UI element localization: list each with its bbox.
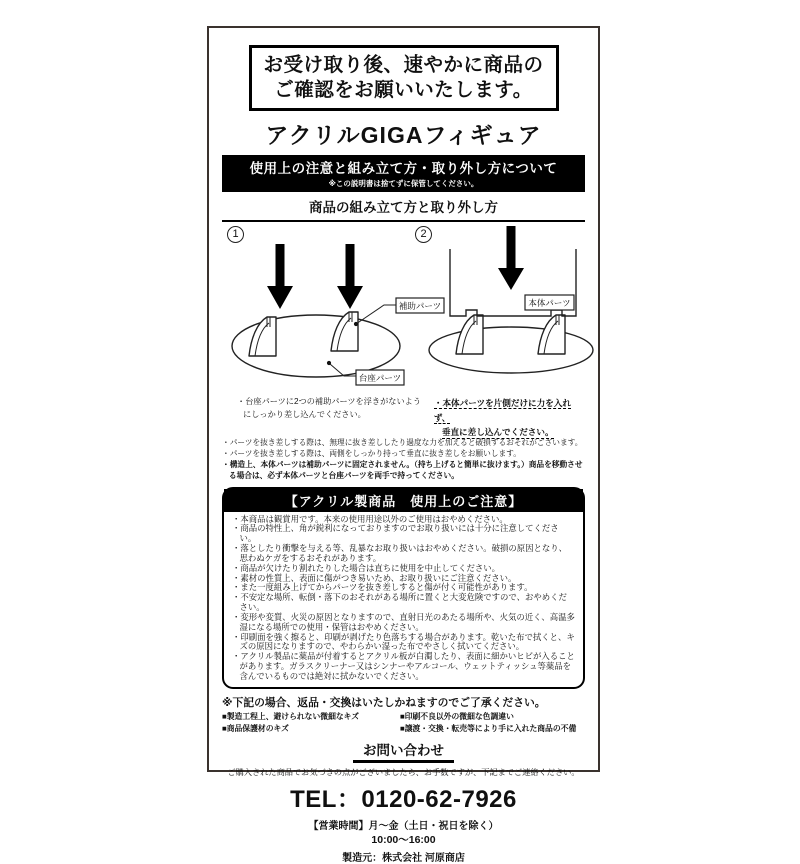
caution-item: ・不安定な場所、転倒・落下のおそれがある場所に置くと大変危険ですので、おやめください。 <box>232 592 567 613</box>
assembly-diagrams <box>222 224 585 396</box>
handling-note: ・パーツを抜き差しする際は、両側をしっかり持って垂直に抜き差しをお願いします。 <box>222 448 521 458</box>
support-part-left-shape-2 <box>456 315 483 354</box>
contact-phone-number: TEL：0120-62-7926 <box>290 785 517 813</box>
caution-item: ・変形や変質、火災の原因となりますので、直射日光のあたる場所や、火気の近く、高温多湿になる場所での使用・保管はおやめください。 <box>232 611 575 632</box>
returns-item: ■製造工程上、避けられない微細なキズ <box>222 711 360 721</box>
caution-item: ・商品の特性上、角が鋭利になっておりますのでお取り扱いには十分に注意してください。 <box>232 523 559 544</box>
base-part-ellipse-2 <box>429 327 593 373</box>
support-part-left-shape <box>249 317 276 356</box>
caution-item: ・商品が欠けたり割れたりした場合は直ちに使用を中止してください。 <box>232 562 500 573</box>
support-callout-leader <box>356 305 396 324</box>
caution-item: ・また一度組み上げてからパーツを抜き差しすると傷が付く可能性があります。 <box>232 582 533 593</box>
caution-item: ・印刷面を強く擦ると、印刷が剥げたり色落ちする場合があります。乾いた布で拭くと、キズの原因になりますので、やわらかい湿った布でやさしく拭いてください。 <box>232 631 575 652</box>
diagram-captions <box>222 396 585 438</box>
support-callout-label: 補助パーツ <box>398 300 442 311</box>
handling-notes <box>222 438 585 482</box>
down-arrow-icon <box>267 244 293 309</box>
caution-item: ・本商品は観賞用です。本来の使用用途以外のご使用はおやめください。 <box>232 513 508 524</box>
returns-item: ■譲渡・交換・転売等により手に入れた商品の不備 <box>400 724 577 734</box>
assembly-diagram-drawing <box>222 224 585 396</box>
step1-caption-line2: にしっかり差し込んでください。 <box>243 409 366 419</box>
step1-caption-line1: ・台座パーツに2つの補助パーツを浮きがないよう <box>237 396 422 406</box>
body-callout-label: 本体パーツ <box>528 297 571 308</box>
step1-caption <box>222 396 424 433</box>
business-hours-days: 【営業時間】月～金（土日・祝日を除く） <box>308 820 499 832</box>
receipt-check-line2: ご確認をお願いいたします。 <box>274 78 533 101</box>
caution-item: ・素材の性質上、表面に傷がつき易いため、お取り扱いにご注意ください。 <box>232 572 517 583</box>
acrylic-caution-list <box>224 512 583 687</box>
base-callout-dot <box>327 361 331 365</box>
support-part-right-shape <box>331 312 358 351</box>
handling-note: ・パーツを抜き差しする際は、無理に抜き差ししたり過度な力を加えると破損するおそれがございます。 <box>222 437 583 447</box>
instruction-sheet <box>207 26 600 864</box>
down-arrow-icon <box>498 226 524 290</box>
usage-notes-bar <box>222 155 585 192</box>
acrylic-caution-title: 【アクリル製商品 使用上のご注意】 <box>224 489 583 512</box>
handling-note: ・構造上、本体パーツは補助パーツに固定されません。（持ち上げると簡単に抜けます。）商品を移動させる場合は、必ず本体パーツと台座パーツを両手で持ってください。 <box>222 459 583 480</box>
step2-caption <box>424 396 585 438</box>
step2-number-badge: 2 <box>415 226 432 243</box>
step2-caption-line1: ・本体パーツを片側だけに力を入れず、 <box>433 397 572 423</box>
contact-section <box>222 739 585 864</box>
contact-heading: お問い合わせ <box>353 739 454 763</box>
receipt-check-line1: お受け取り後、速やかに商品の <box>263 54 544 76</box>
returns-heading: ※下記の場合、返品・交換はいたしかねますのでご了承ください。 <box>222 696 546 709</box>
contact-note: ご購入された商品でお気づきの点がございましたら、お手数ですが、下記までご連絡ください。 <box>227 767 580 777</box>
receipt-check-notice-box <box>249 45 559 111</box>
support-part-right-shape-2 <box>538 315 565 354</box>
base-callout-label: 台座パーツ <box>358 372 402 383</box>
returns-policy <box>222 695 585 736</box>
returns-item: ■印刷不良以外の微細な色調違い <box>400 711 514 721</box>
support-callout-dot <box>354 322 358 326</box>
manufacturer: 製造元：株式会社 河原商店 <box>342 852 465 864</box>
caution-item: ・落としたり衝撃を与える等、乱暴なお取り扱いはおやめください。破損の原因となり、思わぬケガをするおそれがあります。 <box>232 543 567 563</box>
returns-list <box>222 711 585 736</box>
usage-notes-bar-note: ※この説明書は捨てずに保管してください。 <box>328 178 479 188</box>
down-arrow-icon <box>337 244 363 309</box>
business-hours-time: 10:00～16:00 <box>371 833 436 846</box>
product-title: アクリルGIGAフィギュア <box>265 121 542 148</box>
step2-caption-line2: 垂直に差し込んでください。 <box>441 427 554 438</box>
step1-number-badge: 1 <box>227 226 244 243</box>
acrylic-caution-box <box>222 487 585 689</box>
usage-notes-bar-title: 使用上の注意と組み立て方・取り外し方について <box>249 160 558 176</box>
caution-item: ・アクリル製品に薬品が付着するとアクリル板が白濁したり、表面に細かいヒビが入ることがあります。ガラスクリーナー又はシンナーやアルコール、ウェットティッシュ等薬品を含んでいるものでは絶対に拭かないでください。 <box>232 651 575 681</box>
returns-item: ■商品保護材のキズ <box>222 724 289 734</box>
assembly-section-title: 商品の組み立て方と取り外し方 <box>222 192 585 222</box>
